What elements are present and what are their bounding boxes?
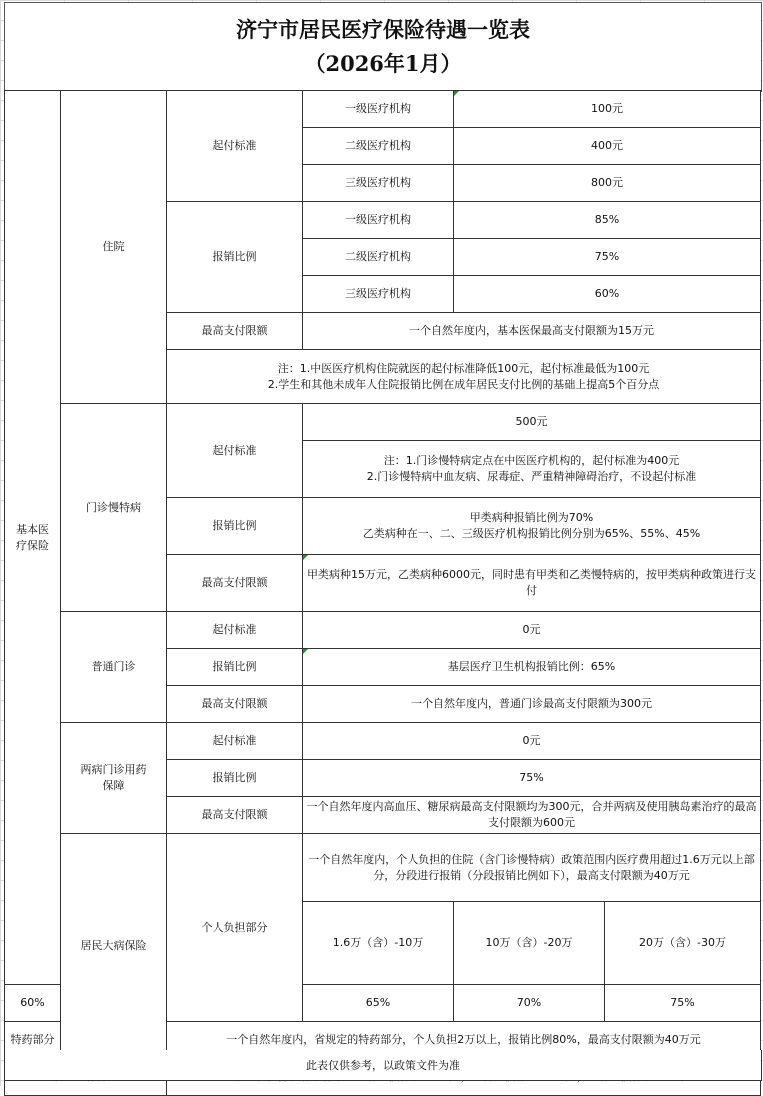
table-title [4,2,762,92]
benefits-table [4,90,761,1096]
twodisease-deductible-label: 起付标准 [167,723,303,760]
general-cap-label: 最高支付限额 [167,686,303,723]
critical-ratio-1: 60% [5,985,61,1022]
general-cap-value: 一个自然年度内，普通门诊最高支付限额为300元 [303,686,761,723]
chronic-deductible-value: 500元 [303,404,761,441]
inpatient-note [167,350,761,404]
twodisease-ratio-value: 75% [303,760,761,797]
chronic-note-line-1: 注：1.门诊慢特病定点在中医医疗机构的，起付标准为400元 [383,454,680,467]
critical-ratio-3: 70% [454,985,605,1022]
twodisease-cap-label: 最高支付限额 [167,797,303,834]
inpatient-level-1: 一级医疗机构 [303,91,454,128]
inpatient-cap-value: 一个自然年度内，基本医保最高支付限额为15万元 [303,313,761,350]
chronic-ratio-label: 报销比例 [167,498,303,555]
critical-bracket-3: 20万（含）-30万 [605,902,761,985]
title-line-2: （2026年1月） [304,51,462,76]
critical-personal-label: 个人负担部分 [167,834,303,1022]
twodisease-ratio-label: 报销比例 [167,760,303,797]
general-deductible-value: 0元 [303,612,761,649]
inpatient-deductible-3: 800元 [454,165,761,202]
inpatient-note-line-1: 注：1.中医医疗机构住院就医的起付标准降低100元，起付标准最低为100元 [277,361,650,375]
chronic-deductible-label: 起付标准 [167,404,303,498]
inpatient-level-3: 三级医疗机构 [303,165,454,202]
chronic-ratio-line-1: 甲类病种报销比例为70% [469,511,594,524]
chronic-ratio-line-2: 乙类病种在一、二、三级医疗机构报销比例分别为65%、55%、45% [362,527,701,540]
critical-ratio-4: 75% [605,985,761,1022]
chronic-cap-label: 最高支付限额 [167,555,303,612]
inpatient-cap-label: 最高支付限额 [167,313,303,350]
chronic-ratio-value [303,498,761,555]
general-ratio-value: 基层医疗卫生机构报销比例：65% [303,649,761,686]
subcategory-chronic: 门诊慢特病 [61,404,167,612]
critical-drug-desc: 一个自然年度内，省规定的特药部分，个人负担2万以上，报销比例80%，最高支付限额为40万元 [167,1022,761,1059]
inpatient-deductible-1: 100元 [454,91,761,128]
twodisease-deductible-value: 0元 [303,723,761,760]
critical-ratio-2: 65% [303,985,454,1022]
inpatient-ratio-2: 75% [454,239,761,276]
inpatient-ratio-1: 85% [454,202,761,239]
chronic-deductible-note [303,441,761,498]
inpatient-deductible-2: 400元 [454,128,761,165]
inpatient-note-line-2: 2.学生和其他未成年人住院报销比例在成年居民支付比例的基础上提高5个百分点 [267,377,660,391]
twodisease-cap-value: 一个自然年度内高血压、糖尿病最高支付限额均为300元，合并两病及使用胰岛素治疗的最高支付限额为600元 [303,797,761,834]
general-deductible-label: 起付标准 [167,612,303,649]
critical-personal-desc: 一个自然年度内，个人负担的住院（含门诊慢特病）政策范围内医疗费用超过1.6万元以上部分，分段进行报销（分段报销比例如下），最高支付限额为40万元 [303,834,761,902]
inpatient-deductible-label: 起付标准 [167,91,303,202]
general-ratio-label: 报销比例 [167,649,303,686]
inpatient-ratio-level-3: 三级医疗机构 [303,276,454,313]
critical-drug-label: 特药部分 [5,1022,61,1059]
category-critical: 居民大病保险 [61,834,167,1059]
critical-bracket-2: 10万（含）-20万 [454,902,605,985]
inpatient-ratio-level-2: 二级医疗机构 [303,239,454,276]
inpatient-ratio-label: 报销比例 [167,202,303,313]
chronic-cap-value: 甲类病种15万元，乙类病种6000元，同时患有甲类和乙类慢特病的，按甲类病种政策进行支付 [303,555,761,612]
footer-note: 此表仅供参考，以政策文件为准 [4,1050,762,1081]
inpatient-ratio-3: 60% [454,276,761,313]
category-basic: 基本医疗保险 [5,91,61,985]
chronic-note-line-2: 2.门诊慢特病中血友病、尿毒症、严重精神障碍治疗，不设起付标准 [366,470,697,483]
subcategory-twodisease: 两病门诊用药保障 [61,723,167,834]
critical-bracket-1: 1.6万（含）-10万 [303,902,454,985]
inpatient-level-2: 二级医疗机构 [303,128,454,165]
subcategory-inpatient: 住院 [61,91,167,404]
subcategory-general: 普通门诊 [61,612,167,723]
inpatient-ratio-level-1: 一级医疗机构 [303,202,454,239]
title-line-1: 济宁市居民医疗保险待遇一览表 [236,17,530,42]
